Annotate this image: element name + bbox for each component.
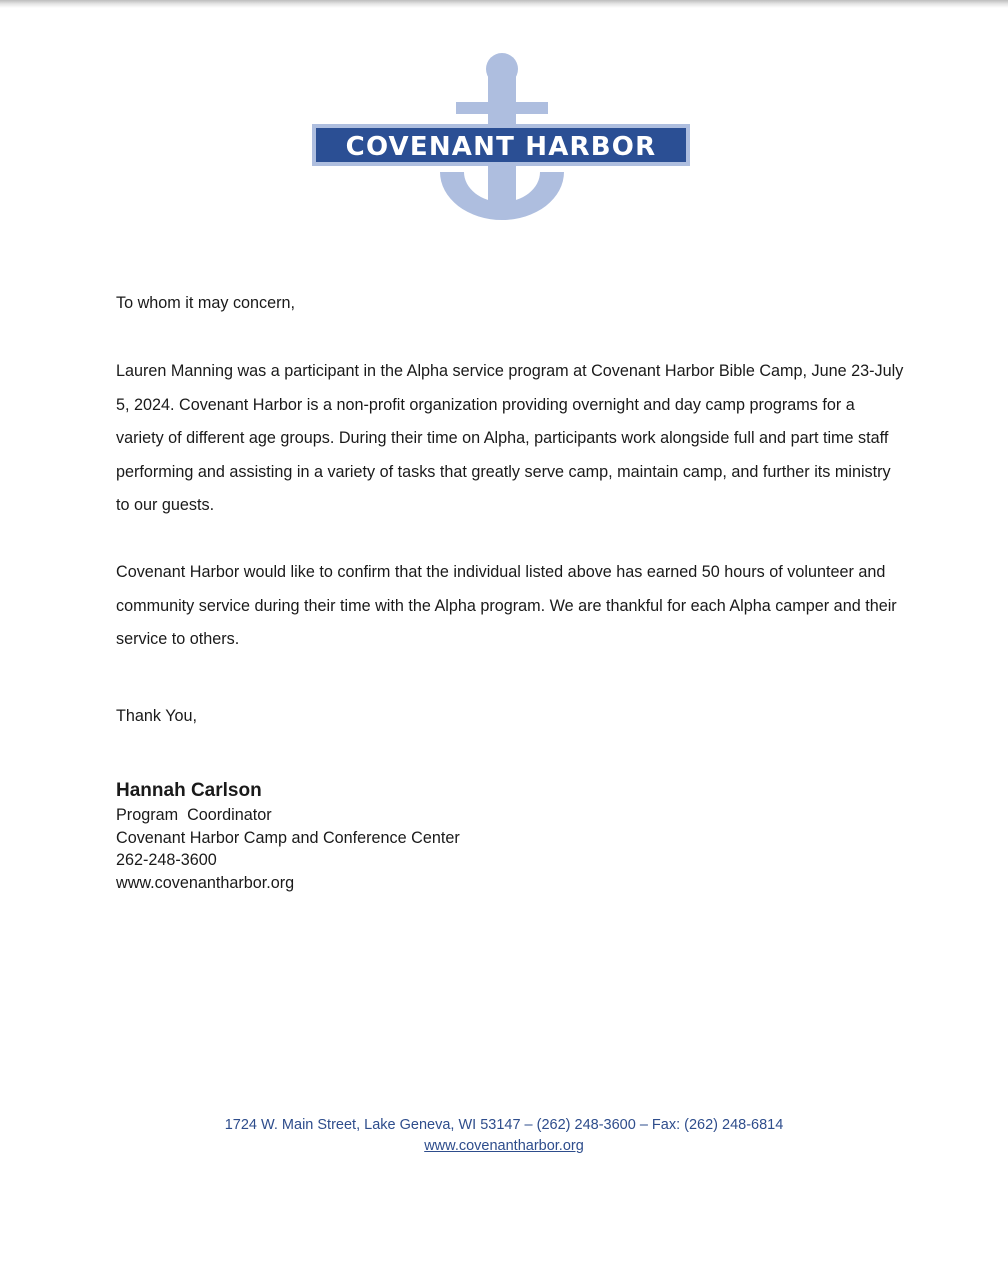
signature-block [116,778,460,894]
covenant-harbor-logo [312,52,692,220]
signer-organization: Covenant Harbor Camp and Conference Center [116,828,460,847]
letter-greeting: To whom it may concern, [116,294,296,312]
signer-website: www.covenantharbor.org [116,873,295,892]
signer-phone: 262-248-3600 [116,851,217,869]
footer-website-link[interactable]: www.covenantharbor.org [424,1138,584,1154]
letterhead-footer [0,1115,1008,1157]
letter-paragraph-2: Covenant Harbor would like to confirm that the individual listed above has earned 50 hours of volunteer and community service during their time with the Alpha program. We are thankful for each Alpha camper and their service to others. [116,563,897,648]
signer-title: Program Coordinator [116,806,272,824]
footer-address: 1724 W. Main Street, Lake Geneva, WI 53147 – (262) 248-3600 – Fax: (262) 248-6814 [224,1117,784,1133]
letter-closing: Thank You, [116,707,198,725]
signer-name: Hannah Carlson [116,780,262,801]
logo-wordmark: COVENANT HARBOR [345,132,657,162]
page-top-edge [0,0,1008,8]
letter-paragraph-1: Lauren Manning was a participant in the Alpha service program at Covenant Harbor Bible Camp, June 23-July 5, 2024. Covenant Harbor is a non-profit organization providing overnight and day camp programs for a variety of different age groups. During their time on Alpha, participants work alongside full and part time staff performing and assisting in a variety of tasks that greatly serve camp, maintain camp, and further its ministry to our guests. [116,362,904,514]
